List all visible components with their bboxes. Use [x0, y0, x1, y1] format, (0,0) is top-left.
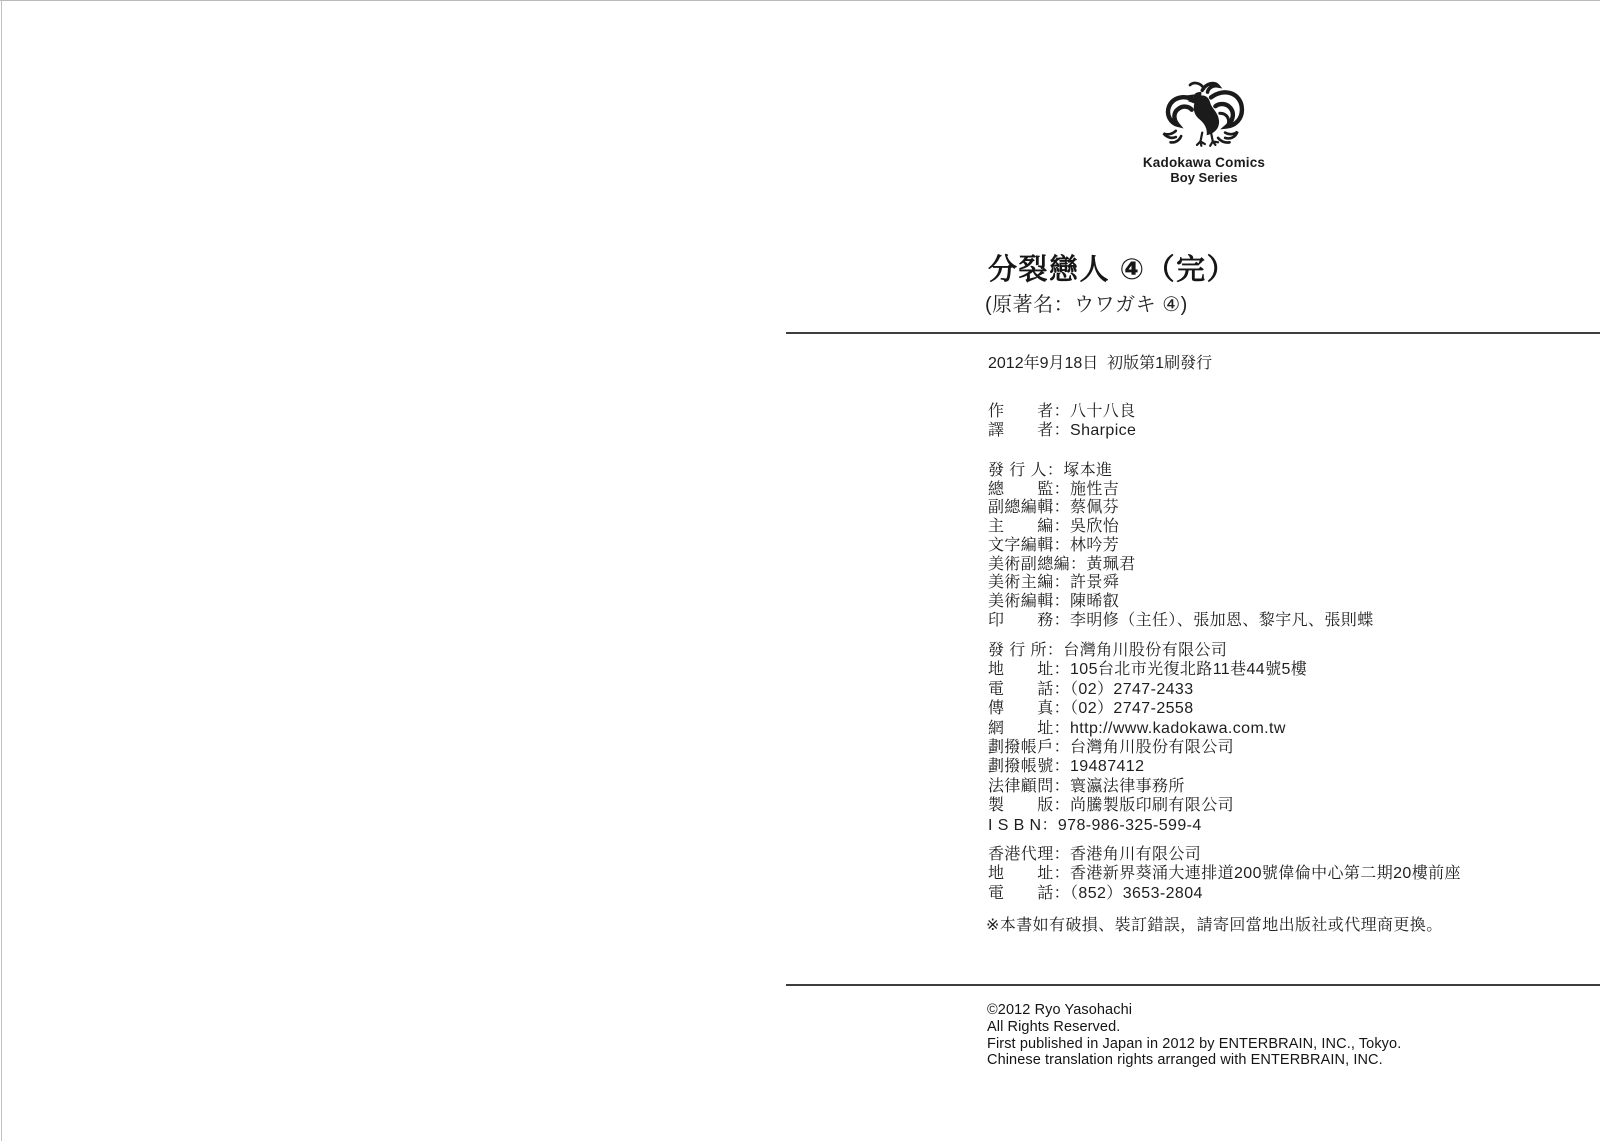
- colophon-line: 印 務：李明修（主任）、張加恩、黎宇凡、張則蝶: [988, 611, 1374, 629]
- divider-top: [786, 332, 1600, 334]
- copyright-line: Chinese translation rights arranged with ENTERBRAIN, INC.: [987, 1052, 1383, 1069]
- colophon-line: 美術副總編：黃珮君: [988, 555, 1136, 573]
- colophon-line: 香港代理：香港角川有限公司: [988, 846, 1202, 863]
- scan-edge-top: [0, 0, 1600, 1]
- colophon-line: 譯 者：Sharpice: [988, 422, 1137, 440]
- colophon-line: 法律顧問：寰瀛法律事務所: [988, 777, 1185, 795]
- colophon-line: 文字編輯：林吟芳: [988, 536, 1120, 554]
- brand-name: Kadokawa Comics: [1142, 155, 1266, 170]
- colophon-line: 副總編輯：蔡佩芬: [988, 499, 1120, 517]
- damage-disclaimer: ※本書如有破損、裝訂錯誤，請寄回當地出版社或代理商更換。: [986, 917, 1443, 934]
- colophon-line: I S B N：978-986-325-599-4: [988, 816, 1202, 834]
- colophon-line: 地 址：105台北市光復北路11巷44號5樓: [988, 661, 1308, 679]
- colophon-line: 美術主編：許景舜: [988, 574, 1120, 592]
- colophon-line: 劃撥帳戶：台灣角川股份有限公司: [988, 739, 1235, 757]
- phoenix-icon: [1126, 78, 1282, 152]
- publisher-logo: [1126, 78, 1282, 185]
- divider-bottom: [786, 984, 1600, 986]
- original-title: (原著名：ウワガキ ④): [985, 294, 1188, 316]
- colophon-line: 美術編輯：陳晞叡: [988, 592, 1120, 610]
- colophon-line: 網 址：http://www.kadokawa.com.tw: [988, 719, 1286, 737]
- colophon-line: 傳 真：（02）2747-2558: [988, 700, 1194, 718]
- colophon-line: 電 話：（02）2747-2433: [988, 680, 1194, 698]
- book-title: 分裂戀人 ④（完）: [988, 254, 1238, 286]
- copyright-line: First published in Japan in 2012 by ENTERBRAIN, INC., Tokyo.: [987, 1035, 1402, 1052]
- colophon-line: 劃撥帳號：19487412: [988, 758, 1145, 776]
- copyright-line: ©2012 Ryo Yasohachi: [987, 1002, 1133, 1018]
- colophon-line: 地 址：香港新界葵涌大連排道200號偉倫中心第二期20樓前座: [988, 865, 1461, 883]
- colophon-line: 發 行 所：台灣角川股份有限公司: [988, 642, 1228, 659]
- copyright-block: [987, 1002, 1401, 1069]
- publisher-block: [988, 641, 1307, 835]
- hongkong-agent-block: [988, 845, 1461, 903]
- colophon-line: 發 行 人：塚本進: [988, 462, 1113, 479]
- colophon-line: 製 版：尚騰製版印刷有限公司: [988, 797, 1235, 815]
- copyright-line: All Rights Reserved.: [987, 1018, 1121, 1035]
- edition-date: 2012年9月18日 初版第1刷發行: [988, 355, 1213, 372]
- colophon-line: 作 者：八十八良: [988, 403, 1136, 420]
- author-block: [988, 402, 1136, 440]
- colophon-line: 總 監：施性吉: [988, 480, 1120, 498]
- scan-edge-left: [1, 0, 2, 1141]
- colophon-line: 主 編：吳欣怡: [988, 518, 1120, 536]
- series-name: Boy Series: [1170, 170, 1238, 185]
- colophon-line: 電 話：（852）3653-2804: [988, 884, 1203, 902]
- staff-block: [988, 462, 1374, 630]
